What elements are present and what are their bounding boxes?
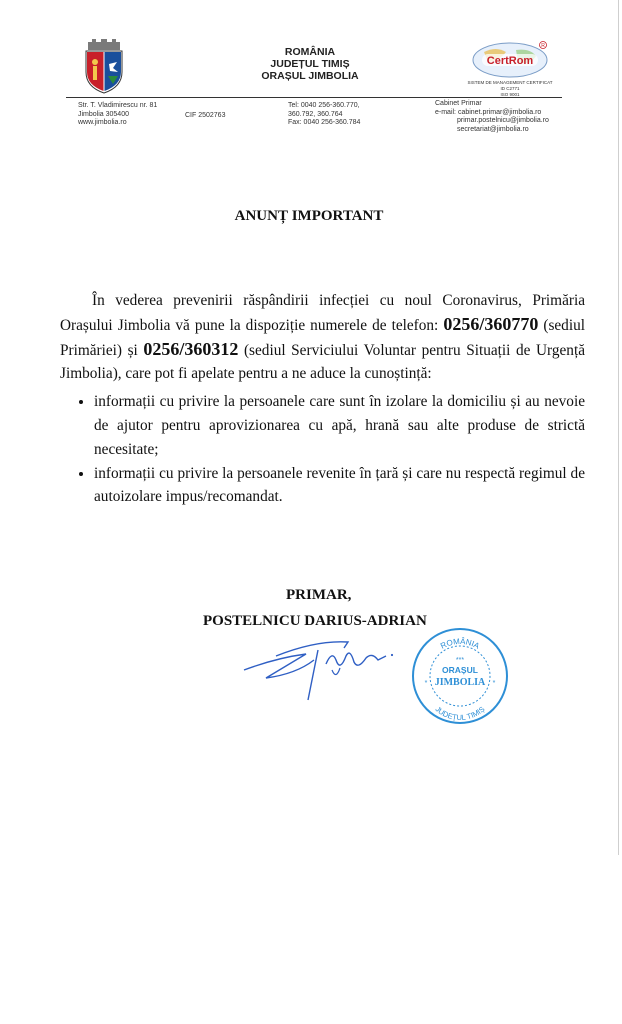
blank-area [0, 855, 622, 1024]
paragraph-middle: (sediul Primăriei) și [60, 316, 585, 359]
cabinet-email-1: e-mail: cabinet.primar@jimbolia.ro [435, 108, 542, 116]
info-bullet-list [60, 390, 585, 509]
cert-system-line: SISTEM DE MANAGEMENT CERTIFICAT [467, 80, 553, 85]
phone-line-1: Tel: 0040 256-360.770, [288, 102, 360, 109]
address-website: www.jimbolia.ro [78, 119, 127, 126]
handwritten-signature [236, 630, 426, 705]
jimbolia-coat-of-arms-logo [82, 38, 126, 94]
header-county: JUDEȚUL TIMIȘ [270, 58, 350, 70]
certification-text [458, 80, 562, 98]
phone-line-2: 360.792, 360.764 [288, 110, 343, 118]
paragraph-intro: În vederea prevenirii răspândirii infecției cu noul Coronavirus, Primăria Orașului Jimbolia vă pune la dispoziție numerele de telefon: [60, 292, 585, 334]
stamp-country: ROMÂNIA [439, 636, 481, 651]
address-street: Str. T. Vladimirescu nr. 81 [78, 102, 158, 109]
cert-iso-line: ISO 9001 [500, 92, 520, 97]
list-item: • informații cu privire la persoanele care sunt în izolare la domiciliu și au nevoie de ajutor pentru aprovizionarea cu apă, hrană sau alte produse de strictă necesitate; [94, 390, 585, 461]
cabinet-contact-block [435, 100, 549, 134]
cabinet-title: Cabinet Primar [435, 100, 482, 107]
header-divider [66, 97, 562, 98]
svg-text:ROMÂNIA [439, 637, 482, 651]
stamp-county: JUDEȚUL TIMIȘ [433, 704, 487, 723]
svg-text:*: * [424, 680, 428, 687]
official-stamp [410, 626, 510, 726]
stamp-line-town: ORAȘUL [442, 665, 478, 675]
fax-line: Fax: 0040 256-360.784 [288, 119, 361, 126]
header-country: ROMÂNIA [284, 46, 336, 58]
announcement-paragraph [60, 289, 585, 386]
phone-block [288, 102, 360, 128]
paragraph-end: (sediul Serviciului Voluntar pentru Situații de Urgență Jimbolia), care pot fi apelate pentru a ne aduce la cunoștință: [60, 341, 585, 383]
signatory-name: POSTELNICU DARIUS-ADRIAN [203, 613, 427, 629]
phone-number-svsu: 0256/360312 [143, 338, 239, 359]
address-block [78, 102, 157, 128]
header-institution [230, 46, 390, 82]
stamp-stars: *** [455, 657, 465, 664]
cabinet-email-2: primar.postelnicu@jimbolia.ro [457, 117, 549, 124]
document-title: ANUNȚ IMPORTANT [234, 208, 384, 224]
cif-number: CIF 2502763 [185, 112, 226, 119]
certrom-logo [470, 40, 550, 80]
address-city: Jimbolia 305400 [78, 110, 129, 118]
phone-number-primarie: 0256/360770 [443, 313, 539, 334]
certrom-wordmark: CertRom [486, 55, 534, 67]
cert-id-line: ID C2771 [500, 86, 520, 91]
stamp-line-name: JIMBOLIA [434, 677, 486, 688]
list-item: • informații cu privire la persoanele revenite în țară și care nu respectă regimul de autoizolare impus/recomandat. [94, 462, 585, 510]
signatory-title: PRIMAR, [286, 587, 352, 603]
cabinet-email-3: secretariat@jimbolia.ro [457, 125, 529, 133]
announcement-body [60, 289, 585, 509]
header-town: ORAȘUL JIMBOLIA [261, 70, 359, 82]
svg-text:R: R [541, 43, 545, 49]
svg-text:*: * [492, 680, 496, 687]
